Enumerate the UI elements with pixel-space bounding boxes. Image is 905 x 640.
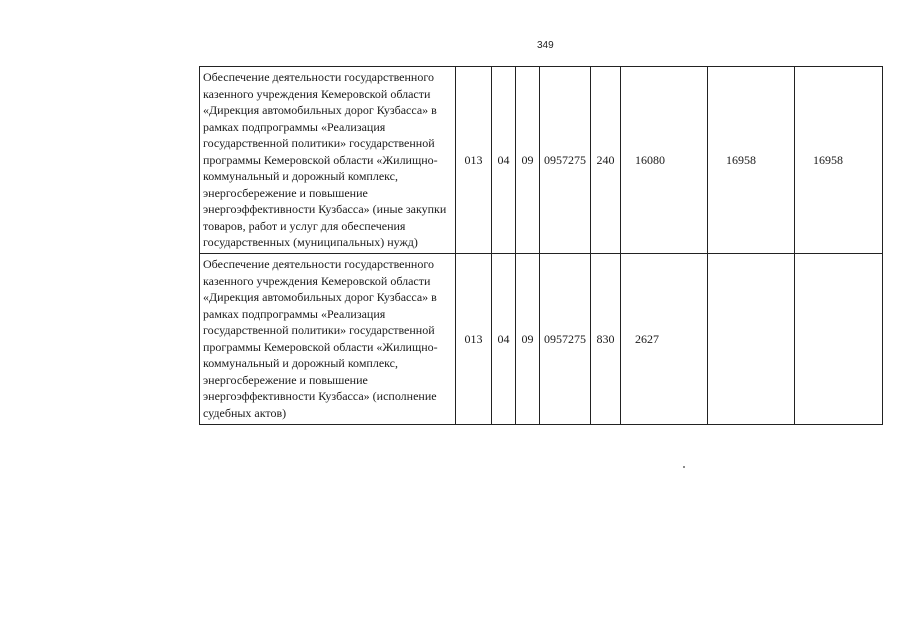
table-row — [200, 254, 883, 425]
expense-description-cell: Обеспечение деятельности государственного казенного учреждения Кемеровской области «Дирекция автомобильных дорог Кузбасса» в рамках подпрограммы «Реализация государственной политики» государственной программы Кемеровской области «Жилищно-коммунальный и дорожный комплекс, энергосбережение и повышение энергоэффективности Кузбасса» (исполнение судебных актов) — [200, 254, 456, 425]
section-code-cell: 04 — [492, 67, 516, 254]
amount-year-2-cell: 16958 — [708, 67, 795, 254]
section-code-cell: 04 — [492, 254, 516, 425]
subsection-code-cell: 09 — [516, 254, 540, 425]
ministry-code-cell: 013 — [456, 254, 492, 425]
expense-type-cell: 240 — [591, 67, 621, 254]
amount-year-2-cell — [708, 254, 795, 425]
scan-speck — [683, 466, 685, 468]
target-article-cell: 0957275 — [540, 67, 591, 254]
amount-year-1-cell: 2627 — [621, 254, 708, 425]
table-row — [200, 67, 883, 254]
expense-description-cell: Обеспечение деятельности государственного казенного учреждения Кемеровской области «Дирекция автомобильных дорог Кузбасса» в рамках подпрограммы «Реализация государственной политики» государственной программы Кемеровской области «Жилищно-коммунальный и дорожный комплекс, энергосбережение и повышение энергоэффективности Кузбасса» (иные закупки товаров, работ и услуг для обеспечения государственных (муниципальных) нужд) — [200, 67, 456, 254]
amount-year-1-cell: 16080 — [621, 67, 708, 254]
subsection-code-cell: 09 — [516, 67, 540, 254]
amount-year-3-cell: 16958 — [795, 67, 883, 254]
ministry-code-cell: 013 — [456, 67, 492, 254]
target-article-cell: 0957275 — [540, 254, 591, 425]
expense-type-cell: 830 — [591, 254, 621, 425]
budget-table — [199, 66, 883, 425]
page-number: 349 — [537, 40, 554, 51]
amount-year-3-cell — [795, 254, 883, 425]
